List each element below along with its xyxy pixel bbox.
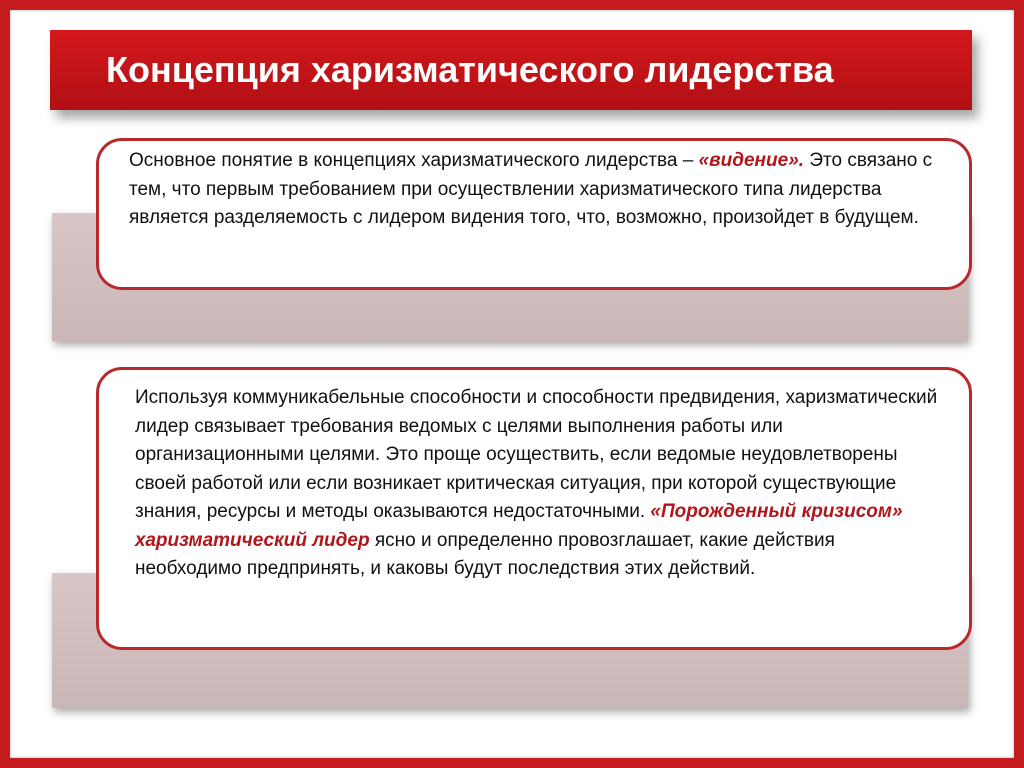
title-bar	[50, 30, 972, 110]
slide-title: Концепция харизматического лидерства	[106, 49, 834, 90]
panel-text-end: ясно и определенно провозглашает, какие действия необходимо предпринять, и каковы будут последствия этих действий.	[135, 529, 835, 579]
slide-canvas	[10, 10, 1014, 758]
panel-text-start: Используя коммуникабельные способности и способности предвидения, харизматический лидер связывает требования ведомых с целями выполнения работы или организационными целями. Это проще осуществить, если ведомые неудовлетворены своей работой или если возникает критическая ситуация, при которой существующие знания, ресурсы и методы оказываются недостаточными.	[135, 387, 938, 522]
panel-text-start: Основное понятие в концепциях харизматического лидерства –	[129, 150, 699, 171]
panel-text-end: Это связано с тем, что первым требованием при осуществлении харизматического типа лидерства является разделяемость с лидером видения того, что, возможно, произойдет в будущем.	[129, 150, 933, 228]
text-panel-vision	[96, 138, 972, 290]
panel-highlight: «Порожденный кризисом» харизматический лидер	[135, 501, 903, 551]
text-panel-crisis-leader	[96, 367, 972, 650]
panel-highlight: «видение».	[698, 150, 805, 171]
